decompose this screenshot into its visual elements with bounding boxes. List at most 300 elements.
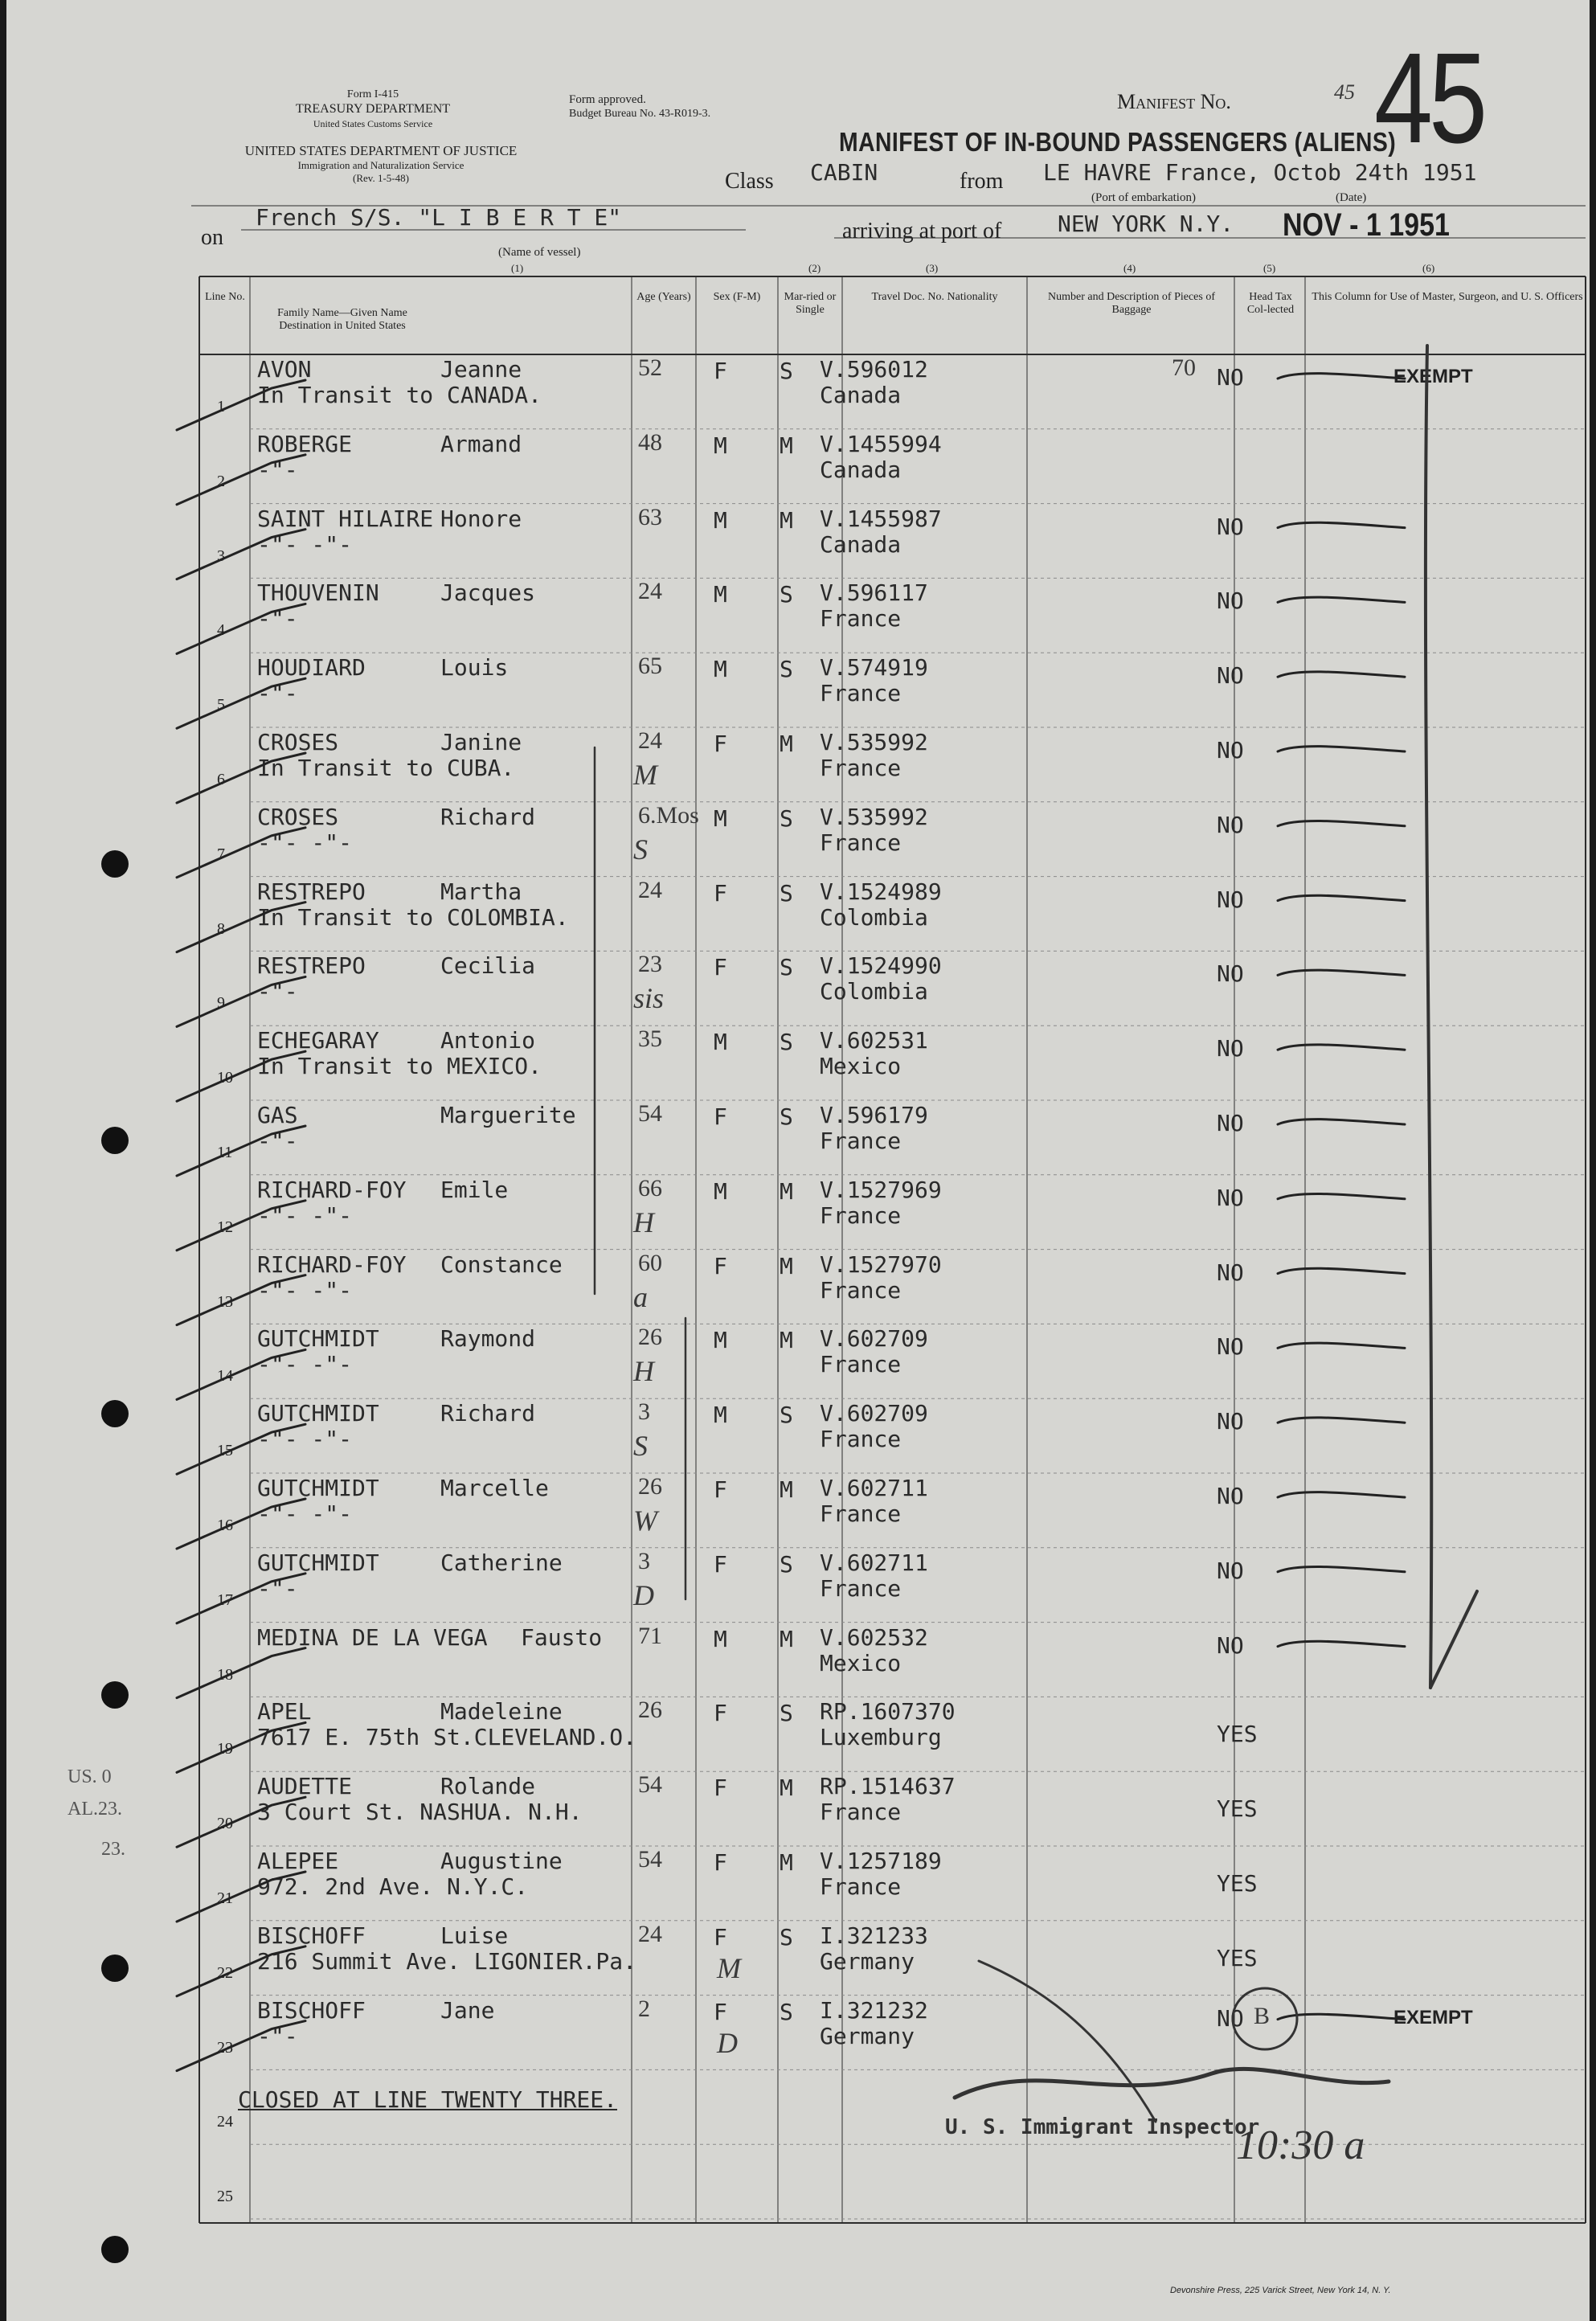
age: 48 — [638, 428, 662, 456]
marital-status: S — [780, 1029, 793, 1056]
row-line-number: 2 — [217, 472, 225, 490]
marital-status: M — [780, 1849, 793, 1876]
check-mark — [177, 1574, 305, 1623]
customs-service: United States Customs Service — [313, 118, 433, 129]
age: 3 — [638, 1547, 650, 1574]
given-name: Martha — [440, 878, 522, 905]
sex: M — [714, 1029, 727, 1056]
margin-note: US. 0 — [68, 1766, 112, 1787]
col-num: (3) — [926, 262, 939, 274]
row-line-number: 6 — [217, 771, 225, 788]
nationality: France — [820, 755, 902, 781]
nationality: France — [820, 680, 902, 707]
manifest-label: Manifest No. — [1117, 90, 1231, 113]
treasury-dept: TREASURY DEPARTMENT — [295, 102, 451, 116]
inspector-caption: U. S. Immigrant Inspector — [945, 2115, 1260, 2139]
check-mark — [177, 1275, 305, 1325]
row-line-number: 1 — [217, 398, 225, 415]
destination: -"- -"- — [257, 1276, 353, 1304]
baggage: 70 — [1172, 354, 1196, 381]
col-header-married: Mar-ried or Single — [784, 291, 837, 316]
age: 54 — [638, 1846, 662, 1873]
tax-mark — [1278, 1120, 1405, 1124]
col-num: (5) — [1263, 262, 1276, 274]
col-num: (4) — [1123, 262, 1136, 274]
marital-status: M — [780, 432, 793, 459]
signature-swash — [979, 1961, 1156, 2122]
nationality: Canada — [820, 530, 902, 558]
given-name: Madeleine — [440, 1698, 563, 1725]
nationality: France — [820, 1574, 902, 1602]
col-num: (2) — [808, 262, 821, 274]
destination: 972. 2nd Ave. N.Y.C. — [257, 1873, 529, 1900]
check-mark — [177, 1051, 305, 1101]
row-line-number: 20 — [217, 1815, 233, 1833]
given-name: Cecilia — [440, 952, 536, 980]
marital-status: S — [780, 1998, 793, 2025]
sex: F — [714, 1252, 727, 1279]
nationality: France — [820, 1873, 902, 1900]
head-tax: YES — [1217, 1721, 1258, 1748]
age: 26 — [638, 1473, 662, 1500]
head-tax: NO — [1217, 2004, 1244, 2032]
given-name: Armand — [440, 430, 522, 457]
destination: 7617 E. 75th St.CLEVELAND.O. — [257, 1724, 637, 1751]
given-name: Jane — [440, 1996, 495, 2024]
check-mark — [177, 1201, 305, 1251]
age: 24 — [638, 578, 662, 605]
age: 24 — [638, 876, 662, 903]
handwritten-mark: a — [633, 1280, 648, 1313]
budget-label: Budget Bureau No. 43-R019-3. — [569, 108, 711, 120]
head-tax: NO — [1217, 1333, 1244, 1361]
given-name: Antonio — [440, 1027, 536, 1054]
closing-statement: CLOSED AT LINE TWENTY THREE. — [238, 2086, 618, 2113]
travel-doc-number: V.1524989 — [820, 878, 942, 905]
age: 66 — [638, 1174, 662, 1201]
check-mark — [177, 1499, 305, 1549]
col-num: (1) — [511, 262, 524, 274]
travel-doc-number: I.321232 — [820, 1996, 928, 2024]
tax-mark — [1278, 597, 1405, 602]
marital-status: M — [780, 1775, 793, 1802]
family-name: APEL — [257, 1698, 312, 1725]
destination: -"- -"- — [257, 1500, 353, 1527]
check-mark — [177, 1648, 305, 1698]
travel-doc-number: V.602709 — [820, 1400, 928, 1427]
destination: In Transit to CANADA. — [257, 382, 542, 408]
nationality: Canada — [820, 382, 902, 408]
destination: 216 Summit Ave. LIGONIER.Pa. — [257, 1947, 637, 1975]
travel-doc-number: V.602531 — [820, 1027, 928, 1054]
signature — [955, 2069, 1389, 2098]
marital-status: S — [780, 656, 793, 683]
destination: In Transit to MEXICO. — [257, 1053, 542, 1080]
sex: F — [714, 879, 727, 907]
given-name: Louis — [440, 654, 509, 682]
head-tax: NO — [1217, 364, 1244, 391]
arriving-label: arriving at port of — [842, 219, 1002, 244]
col-header-baggage: Number and Description of Pieces of Baggage — [1048, 291, 1215, 316]
tax-mark — [1278, 374, 1405, 379]
row-line-number: 19 — [217, 1740, 233, 1758]
sex: F — [714, 1550, 727, 1578]
travel-doc-number: V.596012 — [820, 356, 928, 383]
check-mark — [177, 2021, 305, 2071]
col-header-officers: This Column for Use of Master, Surgeon, and U. S. Officers — [1312, 291, 1583, 303]
nationality: Mexico — [820, 1053, 902, 1080]
tax-mark — [1278, 747, 1405, 751]
sex: M — [714, 804, 727, 832]
row-line-number: 9 — [217, 994, 225, 1013]
tax-mark — [1278, 970, 1405, 975]
marital-status: M — [780, 506, 793, 534]
sex: M — [714, 1327, 727, 1354]
row-line-number: 22 — [217, 1963, 233, 1982]
tax-mark — [1278, 1641, 1405, 1646]
marital-status: M — [780, 1327, 793, 1354]
sex: F — [714, 1849, 727, 1876]
travel-doc-number: V.1527970 — [820, 1251, 942, 1278]
age: 63 — [638, 503, 662, 530]
row-line-number: 25 — [217, 2188, 233, 2206]
margin-note: 23. — [101, 1839, 125, 1860]
family-name: CROSES — [257, 803, 339, 830]
head-tax: NO — [1217, 1557, 1244, 1584]
destination: -"- — [257, 1574, 298, 1602]
sex: F — [714, 358, 727, 384]
handwritten-mark: W — [633, 1504, 657, 1537]
travel-doc-number: V.602711 — [820, 1475, 928, 1501]
given-name: Jeanne — [440, 356, 522, 383]
tax-mark — [1278, 1268, 1405, 1273]
family-name: GAS — [257, 1102, 298, 1128]
destination: -"- — [257, 605, 298, 632]
margin-note: AL.23. — [68, 1799, 122, 1820]
check-mark — [177, 380, 305, 430]
travel-doc-number: V.535992 — [820, 729, 928, 755]
tax-mark — [1278, 1343, 1405, 1348]
sex: M — [714, 581, 727, 608]
nationality: France — [820, 1128, 902, 1154]
destination: -"- -"- — [257, 829, 353, 856]
head-tax: NO — [1217, 1631, 1244, 1659]
given-name: Marguerite — [440, 1102, 576, 1128]
row-line-number: 21 — [217, 1889, 233, 1907]
class-value: CABIN — [810, 159, 878, 186]
port-caption: (Port of embarkation) — [1091, 191, 1196, 204]
sex: M — [714, 506, 727, 534]
doj-label: UNITED STATES DEPARTMENT OF JUSTICE — [244, 143, 518, 158]
age: 3 — [638, 1398, 650, 1426]
sex: M — [714, 432, 727, 459]
family-name: GUTCHMIDT — [257, 1400, 379, 1427]
destination: -"- -"- — [257, 1201, 353, 1229]
nationality: France — [820, 829, 902, 856]
sex: F — [714, 1775, 727, 1802]
nationality: France — [820, 1201, 902, 1229]
family-name: RESTREPO — [257, 952, 366, 980]
tax-mark — [1278, 1193, 1405, 1198]
marital-status: S — [780, 804, 793, 832]
given-name: Catherine — [440, 1549, 563, 1576]
handwritten-mark: D — [633, 1578, 654, 1611]
vessel-value: French S/S. "L I B E R T E" — [256, 204, 622, 231]
destination: 3 Court St. NASHUA. N.H. — [257, 1799, 583, 1826]
travel-doc-number: V.602532 — [820, 1623, 928, 1651]
family-name: BISCHOFF — [257, 1996, 366, 2024]
head-tax: NO — [1217, 1110, 1244, 1136]
check-mark — [177, 1126, 305, 1176]
arrival-port: NEW YORK N.Y. — [1058, 211, 1234, 237]
travel-doc-number: RP.1514637 — [820, 1773, 956, 1800]
destination: -"- -"- — [257, 1351, 353, 1378]
col-num: (6) — [1422, 262, 1435, 274]
sex: F — [714, 1103, 727, 1130]
marital-status: S — [780, 879, 793, 907]
age: 23 — [638, 951, 662, 978]
head-tax: NO — [1217, 886, 1244, 913]
travel-doc-number: V.1527969 — [820, 1176, 942, 1203]
check-mark — [177, 828, 305, 878]
marital-status: S — [780, 954, 793, 981]
sex: F — [714, 954, 727, 981]
check-mark — [177, 530, 305, 579]
nationality: Colombia — [820, 978, 928, 1005]
row-line-number: 17 — [217, 1590, 233, 1609]
head-tax: NO — [1217, 1408, 1244, 1435]
destination: -"- — [257, 456, 298, 483]
marital-status: S — [780, 1700, 793, 1727]
head-tax: NO — [1217, 513, 1244, 540]
head-tax: NO — [1217, 1483, 1244, 1509]
row-line-number: 23 — [217, 2038, 233, 2057]
marital-status: S — [780, 1550, 793, 1578]
travel-doc-number: V.1455987 — [820, 505, 942, 532]
destination: -"- — [257, 680, 298, 707]
family-name: SAINT HILAIRE — [257, 505, 434, 532]
travel-doc-number: V.602711 — [820, 1549, 928, 1576]
age: 60 — [638, 1249, 662, 1276]
nationality: Germany — [820, 2022, 915, 2049]
nationality: Germany — [820, 1947, 915, 1975]
travel-doc-number: V.596179 — [820, 1102, 928, 1128]
handwritten-mark: M — [633, 759, 657, 791]
row-line-number: 24 — [217, 2113, 233, 2131]
age: 24 — [638, 727, 662, 754]
from-value: LE HAVRE France, Octob 24th 1951 — [1043, 159, 1477, 186]
check-mark — [177, 678, 305, 728]
travel-doc-number: V.1455994 — [820, 430, 942, 457]
given-name: Emile — [440, 1176, 509, 1203]
vessel-caption: (Name of vessel) — [498, 246, 581, 259]
family-name: CROSES — [257, 729, 339, 755]
given-name: Fausto — [521, 1623, 603, 1651]
family-name: RICHARD-FOY — [257, 1176, 407, 1203]
given-name: Marcelle — [440, 1475, 549, 1501]
check-mark — [177, 1946, 305, 1996]
family-name: ALEPEE — [257, 1848, 339, 1874]
head-tax: NO — [1217, 1184, 1244, 1211]
age: 54 — [638, 1771, 662, 1799]
travel-doc-number: V.596117 — [820, 579, 928, 607]
nationality: France — [820, 1500, 902, 1527]
ins-label: Immigration and Naturalization Service — [297, 159, 464, 171]
destination: -"- -"- — [257, 1426, 353, 1453]
check-mark — [177, 1722, 305, 1772]
handwritten-mark: S — [633, 1430, 648, 1463]
family-name: THOUVENIN — [257, 579, 379, 607]
travel-doc-number: V.1257189 — [820, 1848, 942, 1874]
row-line-number: 8 — [217, 919, 225, 938]
sex: M — [714, 1402, 727, 1429]
row-line-number: 12 — [217, 1218, 233, 1236]
family-name: MEDINA DE LA VEGA — [257, 1623, 488, 1651]
from-label: from — [960, 169, 1004, 194]
given-name: Janine — [440, 729, 522, 755]
travel-doc-number: V.535992 — [820, 803, 928, 830]
travel-doc-number: I.321233 — [820, 1922, 928, 1949]
tax-mark — [1278, 672, 1405, 677]
head-tax: NO — [1217, 1259, 1244, 1286]
destination: -"- — [257, 978, 298, 1005]
tax-mark — [1278, 522, 1405, 527]
sex: F — [714, 1923, 727, 1951]
sex: M — [714, 656, 727, 683]
given-name: Rolande — [440, 1773, 536, 1800]
col-header-age: Age (Years) — [636, 291, 691, 303]
destination: -"- — [257, 2022, 298, 2049]
family-name: GUTCHMIDT — [257, 1325, 379, 1353]
sex: F — [714, 1998, 727, 2025]
travel-doc-number: RP.1607370 — [820, 1698, 956, 1725]
check-mark — [177, 1797, 305, 1847]
sex: F — [714, 1700, 727, 1727]
nationality: Mexico — [820, 1649, 902, 1676]
age: 65 — [638, 653, 662, 680]
tally-line — [1426, 346, 1431, 1688]
family-name: RESTREPO — [257, 878, 366, 905]
destination: -"- -"- — [257, 530, 353, 558]
handwritten-mark: sis — [633, 982, 665, 1015]
age: 54 — [638, 1100, 662, 1127]
age: 2 — [638, 1995, 650, 2022]
sex: F — [714, 731, 727, 757]
row-line-number: 15 — [217, 1442, 233, 1460]
row-line-number: 5 — [217, 696, 225, 714]
destination: -"- — [257, 1128, 298, 1154]
destination: In Transit to COLOMBIA. — [257, 903, 569, 931]
family-name: ROBERGE — [257, 430, 353, 457]
family-name: BISCHOFF — [257, 1922, 366, 1949]
row-line-number: 3 — [217, 546, 225, 565]
nationality: France — [820, 1276, 902, 1304]
handwritten-mark: H — [633, 1355, 654, 1388]
age: 71 — [638, 1622, 662, 1649]
given-name: Richard — [440, 1400, 536, 1427]
handwritten-mark: H — [633, 1206, 654, 1238]
row-line-number: 4 — [217, 621, 225, 640]
age: 26 — [638, 1697, 662, 1724]
marital-status: S — [780, 358, 793, 384]
family-name: GUTCHMIDT — [257, 1475, 379, 1501]
officer-mark: EXEMPT — [1393, 366, 1473, 387]
nationality: France — [820, 605, 902, 632]
marital-status: M — [780, 1625, 793, 1652]
given-name: Richard — [440, 803, 536, 830]
age: 52 — [638, 354, 662, 381]
family-name: RICHARD-FOY — [257, 1251, 407, 1278]
nationality: Luxemburg — [820, 1724, 942, 1751]
row-line-number: 14 — [217, 1367, 233, 1386]
handwritten-mark: M — [717, 1951, 741, 1984]
head-tax: NO — [1217, 1035, 1244, 1062]
nationality: France — [820, 1426, 902, 1453]
travel-doc-number: V.1524990 — [820, 952, 942, 980]
age: 35 — [638, 1025, 662, 1053]
check-mark — [177, 604, 305, 653]
check-mark — [177, 753, 305, 803]
given-name: Raymond — [440, 1325, 536, 1353]
family-name: GUTCHMIDT — [257, 1549, 379, 1576]
rev-label: (Rev. 1-5-48) — [353, 172, 409, 184]
arrival-date-stamp: NOV - 1 1951 — [1283, 207, 1450, 243]
handwritten-mark: D — [717, 2026, 738, 2059]
marital-status: M — [780, 1252, 793, 1279]
nationality: Colombia — [820, 903, 928, 931]
family-name: AVON — [257, 356, 312, 383]
age: 26 — [638, 1324, 662, 1351]
family-name: AUDETTE — [257, 1773, 353, 1800]
family-name: ECHEGARAY — [257, 1027, 379, 1054]
tax-mark — [1278, 1045, 1405, 1050]
col-header-name: Family Name—Given Name Destination in United States — [277, 307, 407, 332]
check-mark — [177, 1349, 305, 1399]
manifest-title: MANIFEST OF IN-BOUND PASSENGERS (ALIENS) — [839, 127, 1397, 157]
marital-status: M — [780, 1177, 793, 1205]
given-name: Augustine — [440, 1848, 563, 1874]
travel-doc-number: V.602709 — [820, 1325, 928, 1353]
tax-mark — [1278, 1492, 1405, 1497]
head-tax: YES — [1217, 1870, 1258, 1897]
printer-imprint: Devonshire Press, 225 Varick Street, New York 14, N. Y. — [1170, 2286, 1391, 2295]
class-label: Class — [725, 169, 774, 194]
tax-mark — [1278, 895, 1405, 900]
handwritten-time: 10:30 a — [1236, 2122, 1365, 2168]
tax-mark — [1278, 1566, 1405, 1571]
col-header-doc: Travel Doc. No. Nationality — [871, 291, 998, 303]
head-tax: NO — [1217, 960, 1244, 988]
check-mark — [177, 903, 305, 952]
marital-status: M — [780, 731, 793, 757]
nationality: France — [820, 1351, 902, 1378]
head-tax: NO — [1217, 587, 1244, 615]
given-name: Constance — [440, 1251, 563, 1278]
tax-mark — [1278, 821, 1405, 825]
row-line-number: 18 — [217, 1665, 233, 1684]
head-tax: YES — [1217, 1944, 1258, 1971]
family-name: HOUDIARD — [257, 654, 366, 682]
manifest-number-small: 45 — [1334, 80, 1355, 104]
row-line-number: 10 — [217, 1069, 233, 1087]
approved-label: Form approved. — [569, 93, 646, 106]
tally-line — [1430, 1591, 1477, 1688]
head-tax: YES — [1217, 1795, 1258, 1823]
marital-status: S — [780, 581, 793, 608]
tax-mark — [1278, 1418, 1405, 1422]
check-mark — [177, 1424, 305, 1474]
given-name: Jacques — [440, 579, 536, 607]
